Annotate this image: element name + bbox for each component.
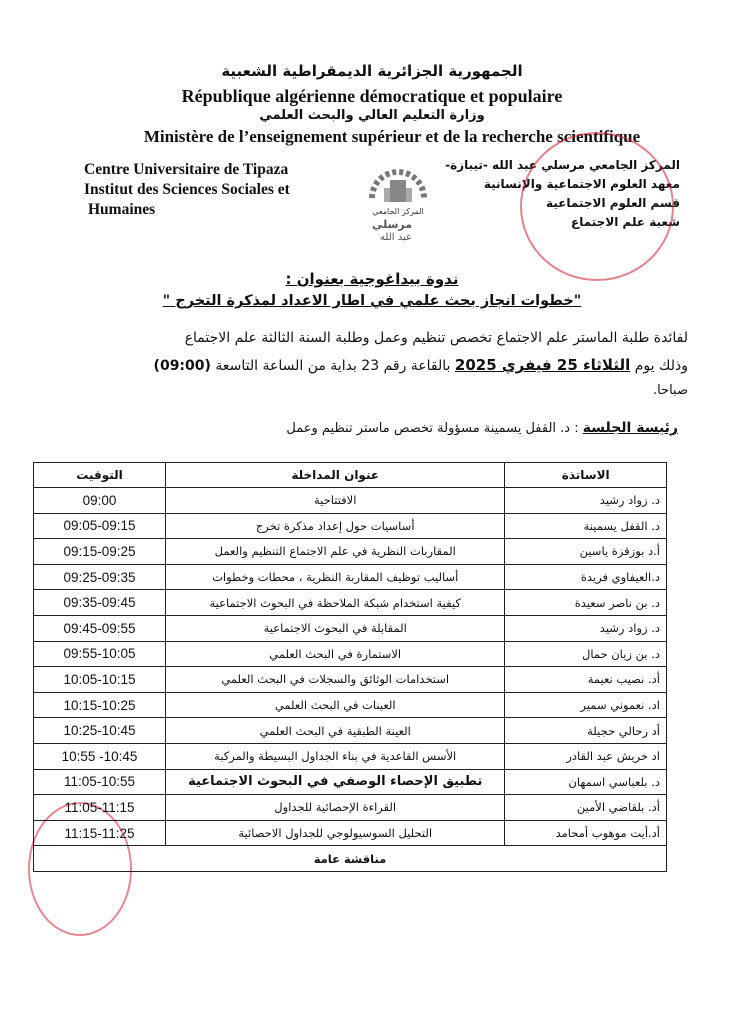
table-row — [34, 743, 667, 769]
cell-prof: أد. بلقاضي الأمين — [505, 795, 667, 821]
table-row — [34, 667, 667, 693]
institution-fr — [84, 160, 344, 220]
official-stamp — [520, 132, 674, 281]
header-republic-ar: الجمهورية الجزائرية الديمقراطية الشعبية — [221, 62, 523, 80]
cell-prof: د. بن ناصر سعيدة — [505, 590, 667, 616]
institution-ar-line: قسم العلوم الاجتماعية — [546, 196, 680, 210]
cell-title: استخدامات الوثائق والسجلات في البحث العلمي — [166, 667, 505, 693]
table-row — [34, 795, 667, 821]
intro-text: بالقاعة رقم 23 بداية من الساعة التاسعة — [215, 358, 451, 374]
intro-line — [68, 356, 688, 374]
table-row-final — [34, 846, 667, 872]
cell-title: الأسس القاعدية في بناء الجداول البسيطة والمركبة — [166, 743, 505, 769]
cell-time: 09:35-09:45 — [34, 590, 166, 616]
cell-prof: أ.د بوزقزة ياسين — [505, 539, 667, 565]
table-row — [34, 718, 667, 744]
cell-time: 10:15-10:25 — [34, 692, 166, 718]
table-row — [34, 820, 667, 846]
intro-line: صباحا. — [652, 383, 688, 398]
table-row — [34, 590, 667, 616]
header-ministry-fr: Ministère de l’enseignement supérieur et de la recherche scientifique — [143, 127, 641, 146]
cell-prof: د. زواد رشيد — [505, 615, 667, 641]
table-row — [34, 564, 667, 590]
header-ministry-ar: وزارة التعليم العالي والبحث العلمي — [259, 108, 485, 123]
table-row — [34, 615, 667, 641]
institution-ar-line: المركز الجامعي مرسلي عبد الله -تيبازة- — [445, 158, 680, 172]
session-chair-text: : د. القفل يسمينة مسؤولة تخصص ماستر تنظيم وعمل — [286, 421, 579, 436]
header-time: التوقيت — [34, 463, 166, 488]
table-row — [34, 641, 667, 667]
session-chair — [78, 420, 678, 436]
program-table — [33, 462, 667, 872]
cell-title: المقاربات النظرية في علم الاجتماع التنظيم والعمل — [166, 539, 505, 565]
institution-fr-line: Humaines — [88, 201, 156, 218]
cell-time: 11:05-10:55 — [34, 769, 166, 795]
cell-time: 11:05-11:15 — [34, 795, 166, 821]
cell-prof: أد.أيت موهوب أمحامد — [505, 820, 667, 846]
cell-prof: د. زواد رشيد — [505, 488, 667, 514]
cell-time: 09:15-09:25 — [34, 539, 166, 565]
cell-title: الاستمارة في البحث العلمي — [166, 641, 505, 667]
cell-prof: اد خريش عبد القادر — [505, 743, 667, 769]
institution-ar-line: معهد العلوم الاجتماعية والإنسانية — [483, 177, 680, 191]
cell-time: 09:00 — [34, 488, 166, 514]
header-title: عنوان المداخلة — [166, 463, 505, 488]
table-row — [34, 692, 667, 718]
intro-text: وذلك يوم — [634, 358, 688, 374]
cell-time: 10:55 -10:45 — [34, 743, 166, 769]
seminar-time: (09:00) — [153, 358, 211, 374]
header-prof: الاساتذة — [505, 463, 667, 488]
table-row — [34, 539, 667, 565]
cell-time: 09:45-09:55 — [34, 615, 166, 641]
cell-time: 10:25-10:45 — [34, 718, 166, 744]
table-row — [34, 513, 667, 539]
cell-prof: أد رحالي حجيلة — [505, 718, 667, 744]
seminar-title: ندوة بيداغوجية بعنوان : — [285, 270, 459, 288]
cell-prof: أد. نصيب نعيمة — [505, 667, 667, 693]
cell-title: أساسيات حول إعداد مذكرة تخرج — [166, 513, 505, 539]
cell-title: الافتتاحية — [166, 488, 505, 514]
cell-time: 09:25-09:35 — [34, 564, 166, 590]
cell-prof: اد. نعموني سمير — [505, 692, 667, 718]
logo-text: المركز الجامعي — [372, 207, 424, 216]
session-chair-label: رئيسة الجلسة — [582, 420, 678, 436]
intro-line: لفائدة طلبة الماستر علم الاجتماع تخصص تنظيم وعمل وطلبة السنة الثالثة علم الاجتماع — [184, 330, 688, 346]
institution-fr-line: Institut des Sciences Sociales et — [84, 181, 290, 198]
cell-title: كيفية استخدام شبكة الملاحظة في البحوث الاجتماعية — [166, 590, 505, 616]
cell-prof: د. بلعباسي اسمهان — [505, 769, 667, 795]
seminar-subtitle: "خطوات انجاز بحث علمي في اطار الاعداد لمذكرة التخرج " — [162, 293, 582, 309]
cell-prof: د.العيفاوي فريدة — [505, 564, 667, 590]
institution-fr-line: Centre Universitaire de Tipaza — [84, 161, 289, 178]
cell-time: 10:05-10:15 — [34, 667, 166, 693]
logo-text: مرسلي — [371, 218, 413, 231]
cell-prof: د. بن زيان حمال — [505, 641, 667, 667]
general-discussion: مناقشة عامة — [34, 846, 667, 872]
cell-title: تطبيق الإحصاء الوصفي في البحوث الاجتماعية — [166, 769, 505, 795]
cell-title: المقابلة في البحوث الاجتماعية — [166, 615, 505, 641]
cell-time: 11:15-11:25 — [34, 820, 166, 846]
table-header-row — [34, 463, 667, 488]
cell-title: القراءة الإحصائية للجداول — [166, 795, 505, 821]
institution-ar-line: شعبة علم الاجتماع — [571, 215, 680, 229]
logo-text: عبد الله — [380, 232, 412, 242]
cell-title: العينة الطبقية في البحث العلمي — [166, 718, 505, 744]
header-republic-fr: République algérienne démocratique et populaire — [181, 86, 563, 106]
cell-title: العينات في البحث العلمي — [166, 692, 505, 718]
cell-time: 09:05-09:15 — [34, 513, 166, 539]
seminar-date: الثلاثاء 25 فيفري 2025 — [454, 356, 631, 374]
cell-title: أساليب توظيف المقاربة النظرية ، محطات وخطوات — [166, 564, 505, 590]
table-row — [34, 769, 667, 795]
cell-title: التحليل السوسيولوجي للجداول الاحصائية — [166, 820, 505, 846]
cell-prof: د. القفل يسمينة — [505, 513, 667, 539]
table-row — [34, 488, 667, 514]
cell-time: 09:55-10:05 — [34, 641, 166, 667]
